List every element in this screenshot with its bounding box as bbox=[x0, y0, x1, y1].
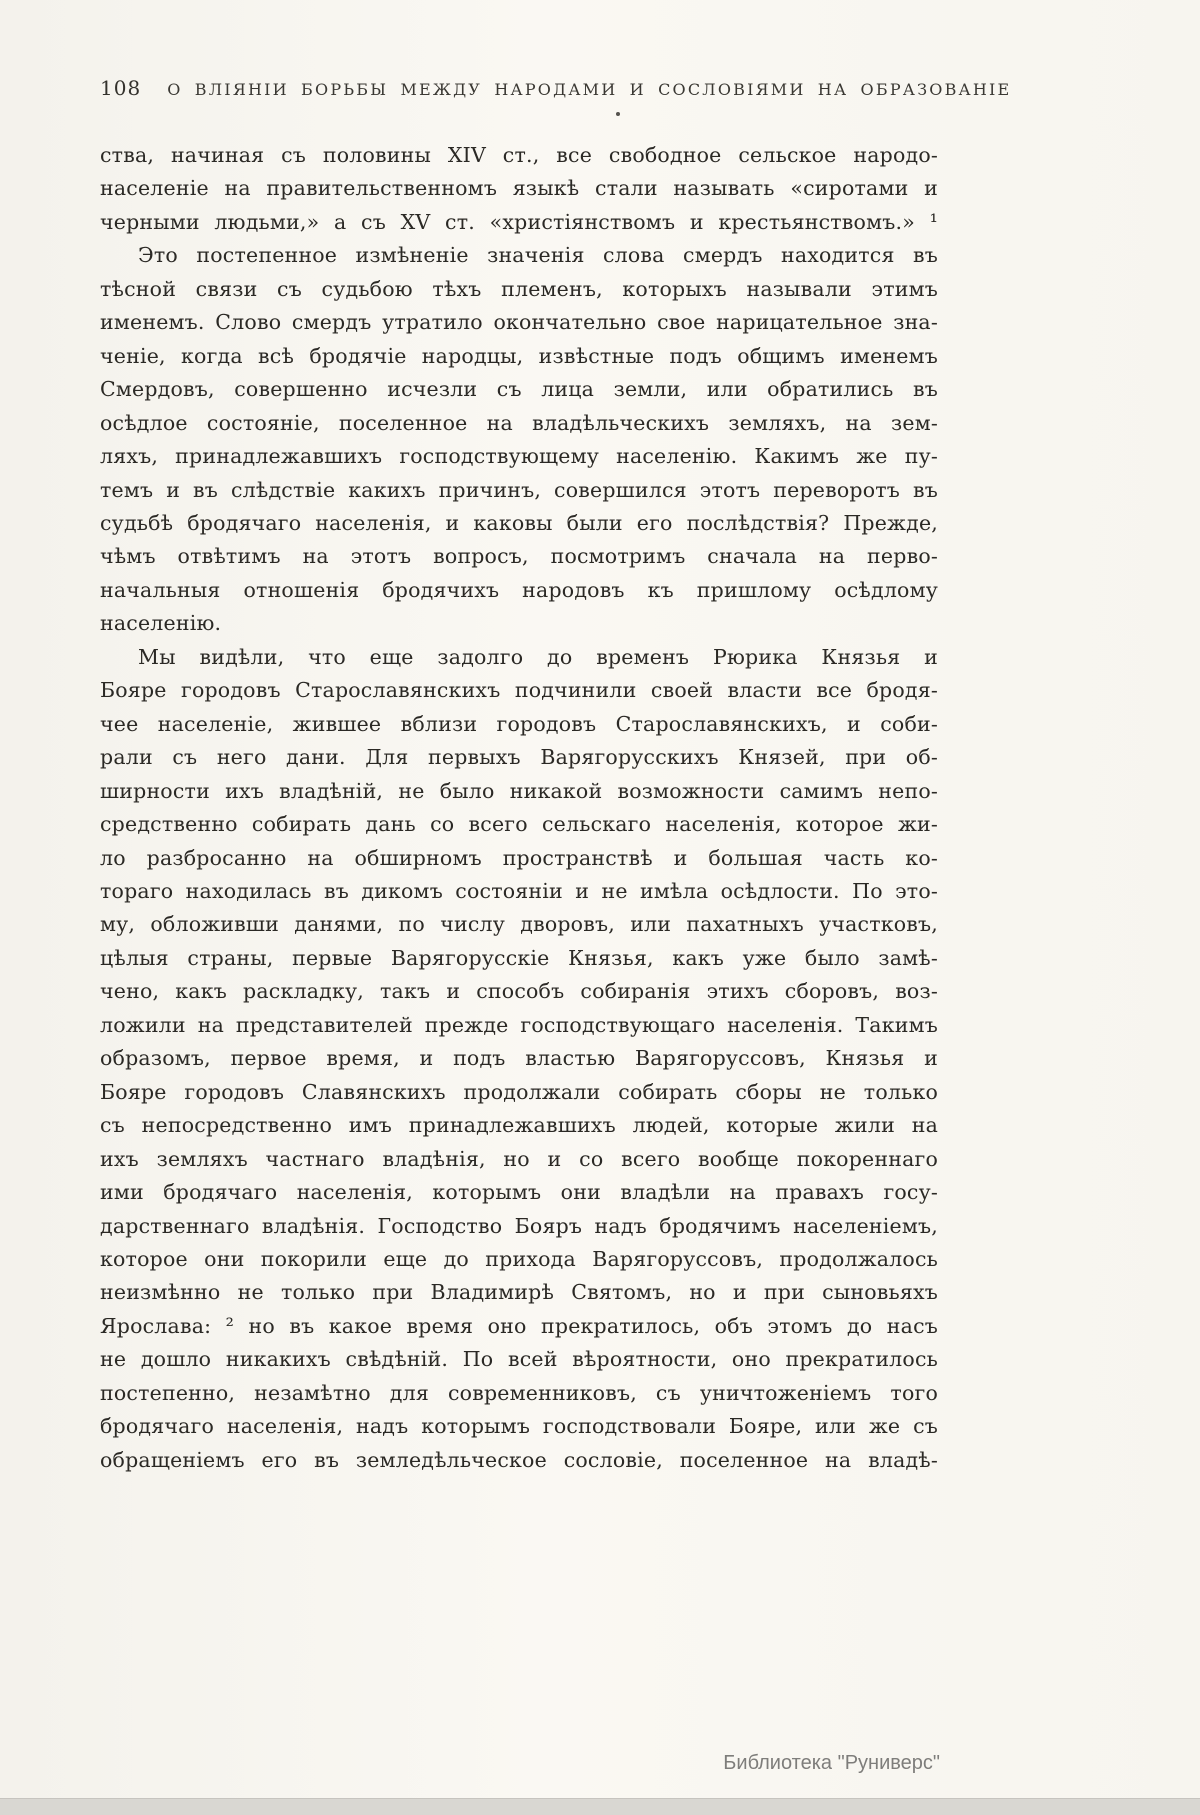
text-line: ляхъ, принадлежавшихъ господствующему населенію. Какимъ же пу- bbox=[100, 444, 938, 469]
text-line: дарственнаго владѣнія. Господство Бояръ надъ бродячимъ населеніемъ, bbox=[100, 1213, 938, 1238]
text-line: которое они покорили еще до прихода Варягоруссовъ, продолжалось bbox=[100, 1246, 938, 1271]
printer-mark-dot bbox=[616, 112, 620, 116]
text-line: рали съ него дани. Для первыхъ Варягорусскихъ Князей, при об- bbox=[100, 745, 938, 770]
text-line: ложили на представителей прежде господствующаго населенія. Такимъ bbox=[100, 1012, 938, 1037]
library-watermark: Библиотека "Руниверс" bbox=[723, 1752, 940, 1774]
text-line: тораго находилась въ дикомъ состояніи и не имѣла осѣдлости. По это- bbox=[100, 878, 938, 903]
text-line: бродячаго населенія, надъ которымъ господствовали Бояре, или же съ bbox=[100, 1414, 938, 1439]
text-line: ихъ земляхъ частнаго владѣнія, но и со всего вообще покореннаго bbox=[100, 1146, 938, 1171]
text-line: обращеніемъ его въ земледѣльческое сословіе, поселенное на владѣ- bbox=[100, 1447, 938, 1472]
text-line: ими бродячаго населенія, которымъ они владѣли на правахъ госу- bbox=[100, 1180, 938, 1205]
text-line: осѣдлое состояніе, поселенное на владѣльческихъ земляхъ, на зем- bbox=[100, 410, 938, 435]
text-line: Смердовъ, совершенно исчезли съ лица земли, или обратились въ bbox=[100, 377, 938, 402]
text-line: Мы видѣли, что еще задолго до временъ Рюрика Князья и bbox=[138, 644, 938, 669]
text-line: населенію. bbox=[100, 611, 222, 636]
text-line: темъ и въ слѣдствіе какихъ причинъ, совершился этотъ переворотъ въ bbox=[100, 477, 938, 502]
text-line: цѣлыя страны, первые Варягорусскіе Князья, какъ уже было замѣ- bbox=[100, 945, 938, 970]
running-header bbox=[100, 76, 1012, 100]
text-line: чено, какъ раскладку, такъ и способъ собиранія этихъ сборовъ, воз- bbox=[100, 979, 938, 1004]
text-line: Это постепенное измѣненіе значенія слова смердъ находится въ bbox=[138, 243, 938, 268]
text-line: неизмѣнно не только при Владимирѣ Святомъ, но и при сыновьяхъ bbox=[100, 1280, 938, 1305]
text-line: именемъ. Слово смердъ утратило окончательно свое нарицательное зна- bbox=[100, 310, 938, 335]
scan-edge-strip bbox=[0, 1798, 1200, 1815]
text-line: начальныя отношенія бродячихъ народовъ къ пришлому осѣдлому bbox=[100, 577, 938, 602]
text-line: ства, начиная съ половины XIV ст., все свободное сельское народо- bbox=[100, 143, 938, 167]
text-line: ло разбросанно на обширномъ пространствѣ и большая часть ко- bbox=[100, 845, 938, 870]
text-line: не дошло никакихъ свѣдѣній. По всей вѣроятности, оно прекратилось bbox=[100, 1347, 938, 1372]
paragraph bbox=[100, 239, 938, 640]
text-line: съ непосредственно имъ принадлежавшихъ людей, которые жили на bbox=[100, 1113, 938, 1138]
text-line: образомъ, первое время, и подъ властью Варягоруссовъ, Князья и bbox=[100, 1046, 938, 1071]
paragraph bbox=[100, 641, 938, 1477]
text-line: черными людьми,» а съ XV ст. «христіянствомъ и крестьянствомъ.» ¹ bbox=[100, 209, 938, 234]
paragraph bbox=[100, 139, 938, 239]
text-line: населеніе на правительственномъ языкѣ стали называть «сиротами и bbox=[100, 176, 938, 201]
text-line: Бояре городовъ Славянскихъ продолжали собирать сборы не только bbox=[100, 1079, 938, 1104]
text-line: ширности ихъ владѣній, не было никакой возможности самимъ непо- bbox=[100, 778, 938, 803]
text-line: чее населеніе, жившее вблизи городовъ Старославянскихъ, и соби- bbox=[100, 711, 938, 736]
text-line: чѣмъ отвѣтимъ на этотъ вопросъ, посмотримъ сначала на перво- bbox=[100, 544, 938, 569]
running-header-title: О ВЛІЯНІИ БОРЬБЫ МЕЖДУ НАРОДАМИ И СОСЛОВІЯМИ НА ОБРАЗОВАНІЕ bbox=[167, 80, 1012, 99]
text-line: постепенно, незамѣтно для современниковъ, съ уничтоженіемъ того bbox=[100, 1380, 938, 1405]
text-line: судьбѣ бродячаго населенія, и каковы были его послѣдствія? Прежде, bbox=[100, 510, 938, 535]
text-line: му, обложивши данями, по числу дворовъ, или пахатныхъ участковъ, bbox=[100, 912, 938, 937]
text-line: Ярослава: ² но въ какое время оно прекратилось, объ этомъ до насъ bbox=[100, 1313, 938, 1338]
page-number: 108 bbox=[100, 76, 142, 100]
text-line: средственно собирать дань со всего сельскаго населенія, которое жи- bbox=[100, 812, 938, 837]
text-line: тѣсной связи съ судьбою тѣхъ племенъ, которыхъ называли этимъ bbox=[100, 276, 938, 301]
text-line: Бояре городовъ Старославянскихъ подчинили своей власти все бродя- bbox=[100, 678, 938, 703]
text-block bbox=[100, 139, 938, 1477]
text-line: ченіе, когда всѣ бродячіе народцы, извѣстные подъ общимъ именемъ bbox=[100, 343, 938, 368]
